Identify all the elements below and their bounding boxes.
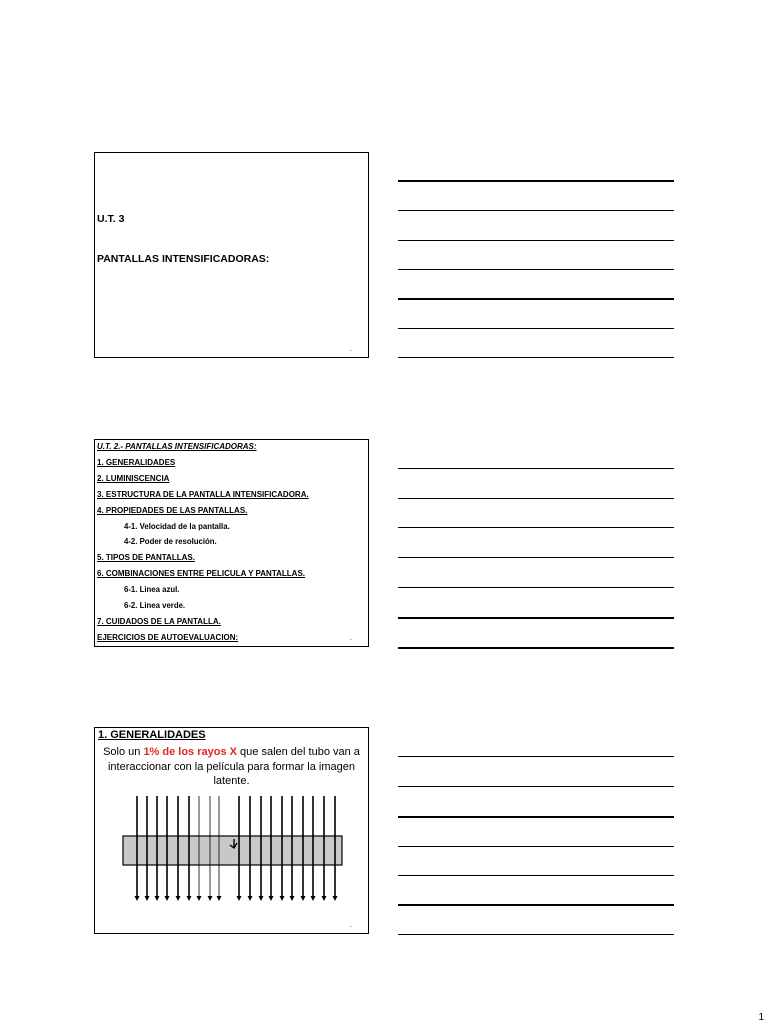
note-line [398, 180, 674, 182]
toc-item: 4-1. Velocidad de la pantalla. [124, 521, 230, 531]
toc-item: 2. LUMINISCENCIA [97, 473, 170, 483]
slide-1 [94, 152, 369, 358]
arrow-head-icon [165, 896, 170, 901]
toc-item: 6-2. Linea verde. [124, 601, 186, 611]
arrow-head-icon [269, 896, 274, 901]
arrow-head-icon [145, 896, 150, 901]
arrow-head-icon [301, 896, 306, 901]
note-line [398, 617, 674, 619]
note-line [398, 240, 674, 241]
arrow-head-icon [187, 896, 192, 901]
toc-item: 3. ESTRUCTURA DE LA PANTALLA INTENSIFICADORA. [97, 489, 309, 499]
film-band [123, 836, 342, 865]
unit-code: U.T. 3 [97, 213, 125, 225]
arrow-head-icon [197, 896, 202, 901]
arrow-head-icon [311, 896, 316, 901]
arrow-head-icon [155, 896, 160, 901]
note-line [398, 816, 674, 818]
note-line [398, 527, 674, 528]
note-line [398, 756, 674, 757]
arrow-head-icon [176, 896, 181, 901]
arrow-head-icon [135, 896, 140, 901]
highlighted-text: 1% de los rayos X [143, 746, 237, 758]
note-line [398, 875, 674, 876]
toc-item: 4. PROPIEDADES DE LAS PANTALLAS. [97, 505, 248, 515]
toc-item: 6-1. Linea azul. [124, 585, 180, 595]
arrow-head-icon [237, 896, 242, 901]
toc-item: 6. COMBINACIONES ENTRE PELICULA Y PANTALLAS. [97, 569, 306, 579]
toc-item: EJERCICIOS DE AUTOEVALUACION: [97, 632, 239, 642]
arrow-head-icon [217, 896, 222, 901]
slide-title: PANTALLAS INTENSIFICADORAS: [97, 253, 270, 265]
slide-marker [350, 350, 352, 351]
text-before: Solo un [103, 746, 144, 758]
arrow-head-icon [322, 896, 327, 901]
slide-marker [350, 926, 352, 927]
toc-item: 7. CUIDADOS DE LA PANTALLA. [97, 616, 221, 626]
section-heading: 1. GENERALIDADES [98, 729, 206, 741]
toc-item: 4-2. Poder de resolución. [124, 537, 217, 547]
slide-3 [94, 727, 369, 934]
page-number: 1 [758, 1012, 764, 1023]
xray-diagram [95, 728, 370, 935]
note-line [398, 647, 674, 649]
note-line [398, 786, 674, 787]
note-line [398, 468, 674, 469]
arrow-head-icon [259, 896, 264, 901]
note-line [398, 210, 674, 211]
note-line [398, 328, 674, 329]
note-line [398, 934, 674, 935]
note-line [398, 269, 674, 270]
arrow-head-icon [333, 896, 338, 901]
arrow-head-icon [280, 896, 285, 901]
slide-2 [94, 439, 369, 647]
text-after: que salen del tubo van a interaccionar con la película para formar la imagen latente. [107, 746, 360, 787]
note-line [398, 298, 674, 300]
arrow-head-icon [290, 896, 295, 901]
arrow-head-icon [208, 896, 213, 901]
toc-item: 1. GENERALIDADES [97, 458, 176, 467]
note-line [398, 557, 674, 558]
toc-heading: U.T. 2.- PANTALLAS INTENSIFICADORAS: [97, 442, 257, 451]
toc-item: 5. TIPOS DE PANTALLAS. [97, 553, 195, 563]
arrow-head-icon [248, 896, 253, 901]
note-line [398, 498, 674, 499]
note-line [398, 587, 674, 588]
note-line [398, 357, 674, 358]
note-line [398, 846, 674, 847]
slide-marker [350, 639, 352, 640]
note-line [398, 904, 674, 906]
table-of-contents [97, 441, 366, 646]
